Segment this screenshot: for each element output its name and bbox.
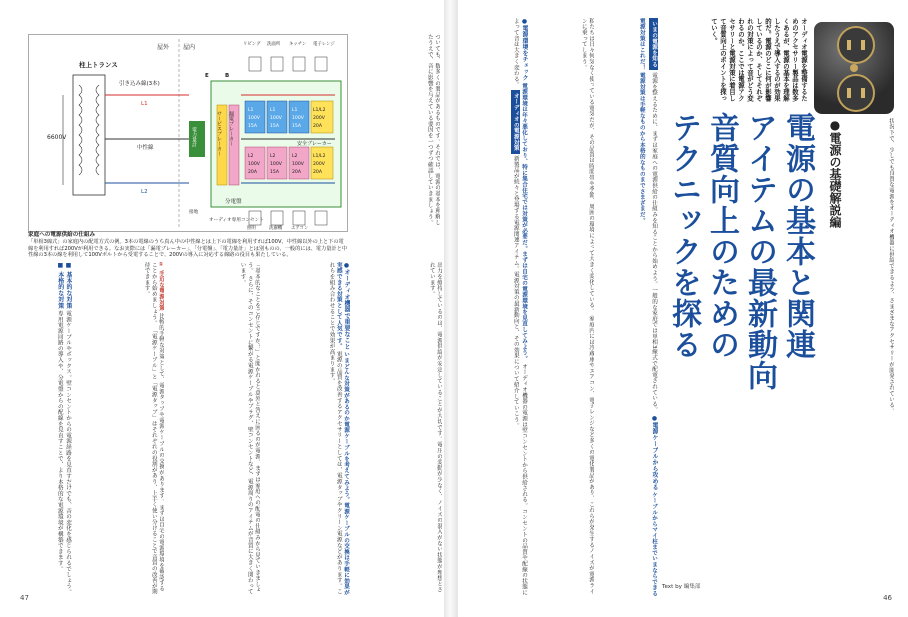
column-text: 状況下で、少しでも良質な電源をオーディオ機器に供給できるよう、さまざまなアクセサリーが開発されている。: [888, 118, 894, 414]
label-letter-e: E: [205, 73, 209, 79]
column-heading-2: ●電源ケーブルから攻める: [651, 414, 658, 490]
diagram-caption: [28, 232, 348, 259]
label-room-3: キッチン: [289, 42, 307, 47]
diagram-svg: [29, 35, 347, 231]
column-heading: ■ 基本的な対策: [65, 262, 72, 309]
transformer-coils: [79, 85, 99, 175]
column-r-edge: [850, 118, 894, 588]
label-room-7: エアコン: [291, 226, 309, 231]
branch-breakers-bottom: [245, 147, 333, 179]
title-line-1: 電源の基本と関連: [780, 112, 815, 360]
outlet-screw: [850, 64, 858, 72]
column-text: 比較的手軽な対策として、電源タップや電源ケーブルの交換があります。まずは自宅の電源環境を確認することから始めましょう。: [150, 262, 164, 592]
label-l2: L2: [141, 189, 148, 195]
page-number-right: 46: [883, 594, 892, 602]
label-transformer: 柱上トランス: [79, 61, 118, 69]
svg-text:L1: L1: [248, 108, 254, 113]
svg-text:L2: L2: [292, 154, 298, 159]
svg-text:200V: 200V: [313, 116, 325, 121]
svg-text:15A: 15A: [270, 170, 279, 175]
svg-text:100V: 100V: [270, 116, 282, 121]
svg-text:100V: 100V: [292, 162, 304, 167]
label-main-breaker: サービスブレーカー: [216, 111, 222, 156]
svg-text:L1/L2: L1/L2: [313, 108, 326, 113]
svg-text:100V: 100V: [292, 116, 304, 121]
transformer-body: [73, 75, 105, 195]
column-text: いまどんな対策があるのか電源ケーブルを考えてみよう。電源ケーブルの交換は手軽に効果が実感できる対策として人気です。: [335, 262, 349, 596]
column-text-2: 電源の品質を改善するアクセサリーとしては、電源タップやクリーン電源などがあります。これらを組み合わせることで効果が高まります。: [328, 262, 342, 595]
column-r2: [532, 18, 594, 598]
right-page: [458, 8, 900, 608]
label-room-4: 電子レンジ: [313, 42, 335, 47]
column-text: 電源ケーブルやボックス。壁コンセントからの電源経路を見直すだけでも、音の変化を感じられるでしょう。: [65, 310, 71, 595]
column-text: 出力を維持しているのは、電源供給が安定していることが大切です。電圧の変動が少なく、ノイズの混入がない状態が理想とされています。: [428, 262, 442, 593]
outlet-socket-bottom: [837, 74, 875, 112]
label-meter: 電力量計: [191, 127, 197, 147]
column-upper-right: [352, 34, 440, 230]
title-line-4: テクニックを探る: [666, 112, 701, 360]
outlets-top: [249, 57, 327, 71]
svg-text:L1/L2: L1/L2: [313, 154, 326, 159]
column-text-2: オーディオ機器の電源は壁コンセントから供給される。コンセントの品質や配線の状態によって音は大きく変わる。: [512, 18, 527, 596]
column-heading: ① 手近な電源対策: [158, 262, 164, 311]
column-l4: [74, 262, 164, 596]
label-l1: L1: [141, 101, 148, 107]
svg-text:L1: L1: [270, 108, 276, 113]
series-dot-icon: ●: [828, 118, 842, 132]
column-text-2: 専用電源回路の導入や、分電盤からの配線を見直すことで、より本格的な電源環境が構築できます。: [56, 310, 63, 572]
column-heading-2: オーディオの電源対策: [511, 90, 520, 154]
label-outdoor: 屋外: [157, 44, 170, 51]
column-text-2: 家庭内には冷蔵庫やエアコン、電子レンジなど多くの電化製品があり、これらが発生するノイズが電源ラインに乗ってしまう。: [580, 18, 594, 595]
label-safety-breaker: 安全ブレーカー: [297, 141, 332, 147]
column-l1: [354, 262, 442, 596]
svg-text:100V: 100V: [248, 116, 260, 121]
svg-text:200V: 200V: [313, 162, 325, 167]
caption-text: 「単相3線式」の家庭内の配電方式の例。3本の電線のうち真ん中の中性線とは上下の電線を利用すれば100V、中性線以外の上と下の電線を利用すれば200Vが利用できる。なお実際には「漏電ブレーカー」、「分電盤」、「電力量計」とは別ものの、一般的には、電力量計と中性線の3本の線を利用して100Vボルトから受電することで、200Vの導入に対応する線路の役目も果たしている。: [28, 238, 347, 259]
gutter: [444, 0, 458, 617]
column-text: 電源を整えるために、まずは家庭への電源供給の仕組みを知ることから始めよう。一般的な家庭では単相3線式で配電されている。: [651, 72, 657, 413]
label-indoor: 屋内: [183, 44, 196, 51]
svg-text:L2: L2: [270, 154, 276, 159]
lead-text: オーディオ電源を整備するためのアクセサリー製品は数多くあるが、電源の基本を理解したうえで導入するのが効果的だ。電源のどこに何が影響しているのか、そしてそれぞれの対策によって音がどう変わるのか。ここでは電源アクセサリーと電源対策に着目して音質向上のポイントを探っていく。: [710, 18, 808, 102]
left-page: [8, 8, 444, 608]
label-service-drop: 引き込み線(3本): [119, 81, 160, 87]
column-text-2: ケーブルからマイ柱までいまならできる電源対策はこれだ！ 電源対策は手軽なものから本格的なものまでさまざまだ。: [638, 18, 657, 597]
title-line-2: アイテムの最新動向: [742, 112, 777, 391]
outlet-socket-top: [837, 26, 875, 64]
svg-text:15A: 15A: [248, 124, 257, 129]
credit: Text by 編集部: [662, 584, 701, 590]
label-room-1: リビング: [243, 42, 261, 47]
power-supply-diagram: [28, 34, 348, 232]
outlet-photo: [814, 22, 894, 114]
svg-text:L2: L2: [248, 154, 254, 159]
label-leakage-breaker: 漏電ブレーカー: [228, 111, 234, 146]
series-text: 電源の基礎解説編: [828, 132, 842, 228]
label-neutral: 中性線: [137, 145, 154, 151]
svg-text:15A: 15A: [292, 124, 301, 129]
label-6600v: 6600V: [47, 134, 67, 141]
svg-text:20A: 20A: [313, 170, 322, 175]
column-r3: [466, 18, 528, 598]
column-text: 「基本的なことをご存じですか？」と聞かれると意外と答えに困るのが電源。まずは家庭への配電の仕組みから見ていきましょう。: [246, 262, 260, 593]
svg-text:L1: L1: [292, 108, 298, 113]
svg-text:20A: 20A: [248, 170, 257, 175]
label-audio-outlet: オーディオ専用コンセント: [209, 218, 264, 223]
column-text: 私たちは日々何気なく使っている電気だが、その品質は時間帯や季節、周囲の環境によって大きく変化している。: [588, 18, 594, 314]
branch-breakers-top: [245, 101, 333, 133]
svg-text:100V: 100V: [248, 162, 260, 167]
svg-text:20A: 20A: [313, 124, 322, 129]
column-heading-2: ■ 本格的な対策: [56, 262, 64, 309]
label-dist-board: 分電盤: [225, 199, 242, 205]
column-text-3: 新製品が続々と登場する電源関連アイテム。電源対策の最新動向と、その効果について紹介していこう。: [512, 155, 519, 429]
column-l2: [264, 262, 350, 596]
column-heading: ●電源環境をチェック: [521, 18, 528, 81]
svg-text:15A: 15A: [270, 124, 279, 129]
label-room-6: 洗濯機: [269, 226, 283, 231]
column-text: ついても、数多くの製品があるものです。それでは、電源の基本を理解したうえで、音に影響を与えている要因を一つずつ確認していきましょう。: [426, 34, 440, 226]
title-line-3: 音質向上のための: [704, 112, 739, 360]
label-room-2: 洗面所: [267, 42, 281, 47]
column-l3: [168, 262, 260, 596]
column-heading: いまの電源を知る: [649, 18, 658, 70]
column-text: 電源環境は年々悪化しており、特に集合住宅では対策が必要だ。まずは自宅の電源環境を見直してみよう。: [521, 82, 527, 362]
svg-text:100V: 100V: [270, 162, 282, 167]
caption-title: 家庭への電源供給の仕組み: [28, 232, 96, 238]
page-number-left: 47: [20, 594, 29, 602]
column-text-2: 「電源ケーブル」と「電源タップ」はそれぞれの役割があり、上手く使い分けることで音質の改善が期待できます。: [143, 262, 157, 595]
column-r1: [598, 18, 658, 598]
column-heading: ●オーディオ機器で重要なこと: [343, 262, 350, 350]
column-l5: [16, 262, 72, 596]
label-room-5: 照明: [247, 226, 256, 231]
svg-text:20A: 20A: [292, 170, 301, 175]
column-text-2: さらに、そのコンセントに繋がる電源ケーブルやプラグ、壁コンセントなど、電源周りのアイテムが音質に大きく関わっています。: [239, 262, 253, 595]
series-label: [822, 118, 844, 238]
label-ground: 接地: [189, 210, 199, 215]
label-letter-b: B: [225, 73, 230, 79]
